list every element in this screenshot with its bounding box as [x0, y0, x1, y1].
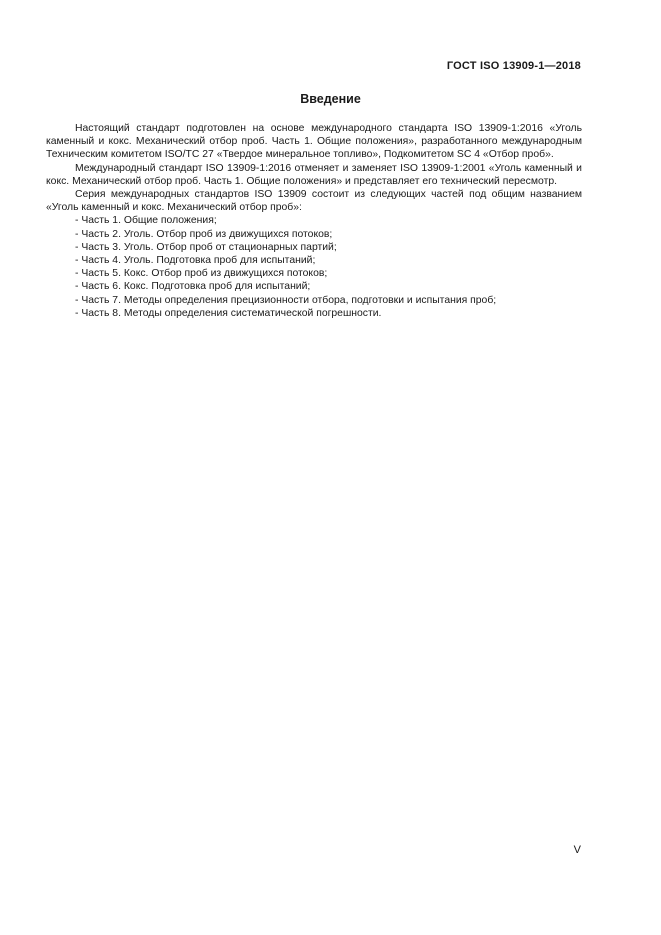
- list-item: - Часть 1. Общие положения;: [75, 215, 217, 227]
- list-item: - Часть 5. Кокс. Отбор проб из движущихся потоков;: [75, 268, 328, 280]
- document-body: [46, 122, 582, 320]
- list-item: - Часть 7. Методы определения прецизионности отбора, подготовки и испытания проб;: [75, 294, 497, 306]
- page-number: V: [573, 844, 581, 856]
- list-item: - Часть 4. Уголь. Подготовка проб для испытаний;: [75, 255, 316, 267]
- paragraph-series: Серия международных стандартов ISO 13909 состоит из следующих частей под общим названием «Уголь каменный и кокс. Механический отбор проб»:: [46, 189, 582, 214]
- paragraph-basis: Настоящий стандарт подготовлен на основе международного стандарта ISO 13909-1:2016 «Уголь каменный и кокс. Механический отбор проб. Часть 1. Общие положения», разработанного международным Техническим комитетом ISO/TC 27 «Твердое минеральное топливо», Подкомитетом SC 4 «Отбор проб».: [46, 123, 582, 161]
- list-item: - Часть 8. Методы определения систематической погрешности.: [75, 307, 382, 319]
- parts-list: [46, 214, 582, 320]
- list-item: - Часть 3. Уголь. Отбор проб от стационарных партий;: [75, 241, 337, 253]
- section-title: Введение: [300, 92, 361, 106]
- list-item: - Часть 2. Уголь. Отбор проб из движущихся потоков;: [75, 228, 333, 240]
- list-item: - Часть 6. Кокс. Подготовка проб для испытаний;: [75, 281, 311, 293]
- document-header: ГОСТ ISO 13909-1—2018: [446, 60, 581, 72]
- paragraph-replacement: Международный стандарт ISO 13909-1:2016 отменяет и заменяет ISO 13909-1:2001 «Уголь каменный и кокс. Механический отбор проб. Часть 1. Общие положения» и представляет его технический пересмотр.: [46, 162, 582, 187]
